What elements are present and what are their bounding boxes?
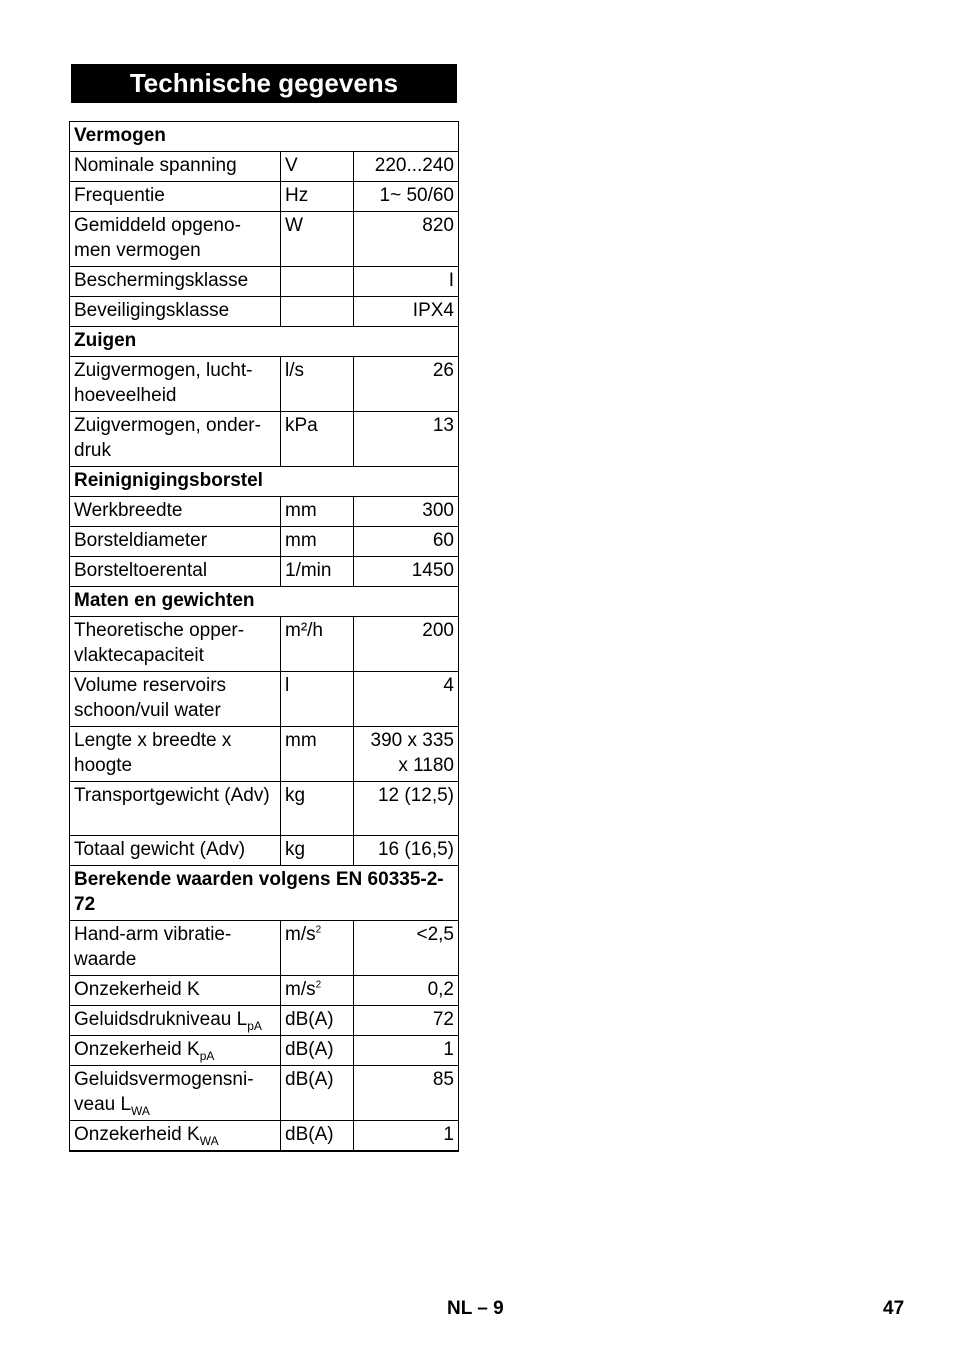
- spec-unit: [281, 976, 354, 1006]
- spec-unit: mm: [281, 727, 354, 782]
- spec-label: Transportgewicht (Adv): [70, 782, 281, 836]
- table-row: [70, 497, 459, 527]
- spec-value: 300: [354, 497, 459, 527]
- section-heading: Zuigen: [70, 327, 459, 357]
- spec-label: Borsteltoerental: [70, 557, 281, 587]
- table-row: [70, 727, 459, 782]
- spec-unit: dB(A): [281, 1121, 354, 1152]
- table-row: [70, 836, 459, 866]
- spec-unit: kg: [281, 836, 354, 866]
- spec-unit: l: [281, 672, 354, 727]
- section-row: [70, 467, 459, 497]
- spec-unit: V: [281, 152, 354, 182]
- section-heading: Vermogen: [70, 122, 459, 152]
- spec-unit: m²/h: [281, 617, 354, 672]
- label-subscript: pA: [199, 1048, 215, 1063]
- table-row: [70, 672, 459, 727]
- spec-value: 1: [354, 1036, 459, 1066]
- spec-value: 820: [354, 212, 459, 267]
- spec-value: 4: [354, 672, 459, 727]
- spec-label: Gemiddeld opgeno-men vermogen: [70, 212, 281, 267]
- spec-unit: Hz: [281, 182, 354, 212]
- table-row: [70, 921, 459, 976]
- section-heading: Berekende waarden volgens EN 60335-2-72: [70, 866, 459, 921]
- footer-section-label: [447, 1298, 504, 1320]
- label-text: Geluidsvermogensni-veau L: [74, 1069, 254, 1115]
- table-row: [70, 412, 459, 467]
- spec-label: Onzekerheid K: [70, 976, 281, 1006]
- spec-value: 26: [354, 357, 459, 412]
- spec-label: Lengte x breedte x hoogte: [70, 727, 281, 782]
- label-subscript: pA: [247, 1018, 262, 1033]
- spec-unit: 1/min: [281, 557, 354, 587]
- spec-value: IPX4: [354, 297, 459, 327]
- unit-text: m/s: [285, 979, 316, 1000]
- label-text: Geluidsdrukniveau L: [74, 1009, 248, 1030]
- spec-label: [70, 1066, 281, 1121]
- table-row: [70, 182, 459, 212]
- spec-label: Totaal gewicht (Adv): [70, 836, 281, 866]
- unit-superscript: 2: [315, 979, 322, 991]
- label-text: Onzekerheid K: [74, 1124, 200, 1145]
- spec-value: I: [354, 267, 459, 297]
- spec-label: [70, 1121, 281, 1152]
- spec-label: Borsteldiameter: [70, 527, 281, 557]
- spec-label: Volume reservoirs schoon/vuil water: [70, 672, 281, 727]
- section-heading: Maten en gewichten: [70, 587, 459, 617]
- spec-unit: mm: [281, 527, 354, 557]
- spec-value: 60: [354, 527, 459, 557]
- spec-value: 13: [354, 412, 459, 467]
- table-row: [70, 357, 459, 412]
- spec-value: 16 (16,5): [354, 836, 459, 866]
- spec-value: 1: [354, 1121, 459, 1152]
- spec-label: Frequentie: [70, 182, 281, 212]
- spec-unit: l/s: [281, 357, 354, 412]
- spec-value: 72: [354, 1006, 459, 1036]
- spec-unit: W: [281, 212, 354, 267]
- spec-value: 85: [354, 1066, 459, 1121]
- spec-label: Beschermingsklasse: [70, 267, 281, 297]
- table-row: [70, 297, 459, 327]
- section-row: [70, 866, 459, 921]
- spec-unit: kPa: [281, 412, 354, 467]
- spec-label: Beveiligingsklasse: [70, 297, 281, 327]
- spec-value: 220...240: [354, 152, 459, 182]
- table-row: [70, 1006, 459, 1036]
- page-number: 47: [883, 1298, 905, 1319]
- spec-unit: mm: [281, 497, 354, 527]
- spec-label: Hand-arm vibratie-waarde: [70, 921, 281, 976]
- unit-superscript: 2: [315, 924, 322, 936]
- footer-section-page: – 9: [477, 1298, 504, 1319]
- table-row: [70, 212, 459, 267]
- spec-label: Theoretische opper-vlaktecapaciteit: [70, 617, 281, 672]
- spec-unit: dB(A): [281, 1066, 354, 1121]
- spec-value: 390 x 335 x 1180: [354, 727, 459, 782]
- spec-label: [70, 1006, 281, 1036]
- spec-value: 0,2: [354, 976, 459, 1006]
- table-row: [70, 527, 459, 557]
- spec-unit: dB(A): [281, 1006, 354, 1036]
- spec-unit: [281, 267, 354, 297]
- label-subscript: WA: [199, 1133, 219, 1148]
- table-row: [70, 267, 459, 297]
- spec-unit: [281, 921, 354, 976]
- table-row: [70, 976, 459, 1006]
- spec-value: <2,5: [354, 921, 459, 976]
- section-heading: Reinignigingsborstel: [70, 467, 459, 497]
- page-title: Technische gegevens: [71, 64, 457, 103]
- table-row: [70, 1036, 459, 1066]
- footer-language: NL: [447, 1298, 472, 1319]
- spec-label: Zuigvermogen, onder-druk: [70, 412, 281, 467]
- table-row: [70, 1066, 459, 1121]
- spec-value: 1~ 50/60: [354, 182, 459, 212]
- label-subscript: WA: [131, 1103, 150, 1118]
- spec-label: Zuigvermogen, lucht-hoeveelheid: [70, 357, 281, 412]
- label-text: Onzekerheid K: [74, 1039, 200, 1060]
- spec-label: [70, 1036, 281, 1066]
- section-row: [70, 587, 459, 617]
- section-row: [70, 327, 459, 357]
- spec-value: 200: [354, 617, 459, 672]
- table-row: [70, 557, 459, 587]
- spec-value: 12 (12,5): [354, 782, 459, 836]
- spec-unit: dB(A): [281, 1036, 354, 1066]
- section-row: [70, 122, 459, 152]
- table-row: [70, 152, 459, 182]
- spec-label: Nominale spanning: [70, 152, 281, 182]
- table-row: [70, 1121, 459, 1152]
- spec-value: 1450: [354, 557, 459, 587]
- spec-unit: kg: [281, 782, 354, 836]
- spec-label: Werkbreedte: [70, 497, 281, 527]
- table-row: [70, 617, 459, 672]
- spec-unit: [281, 297, 354, 327]
- table-row: [70, 782, 459, 836]
- unit-text: m/s: [285, 924, 316, 945]
- technical-data-table: [69, 121, 459, 1152]
